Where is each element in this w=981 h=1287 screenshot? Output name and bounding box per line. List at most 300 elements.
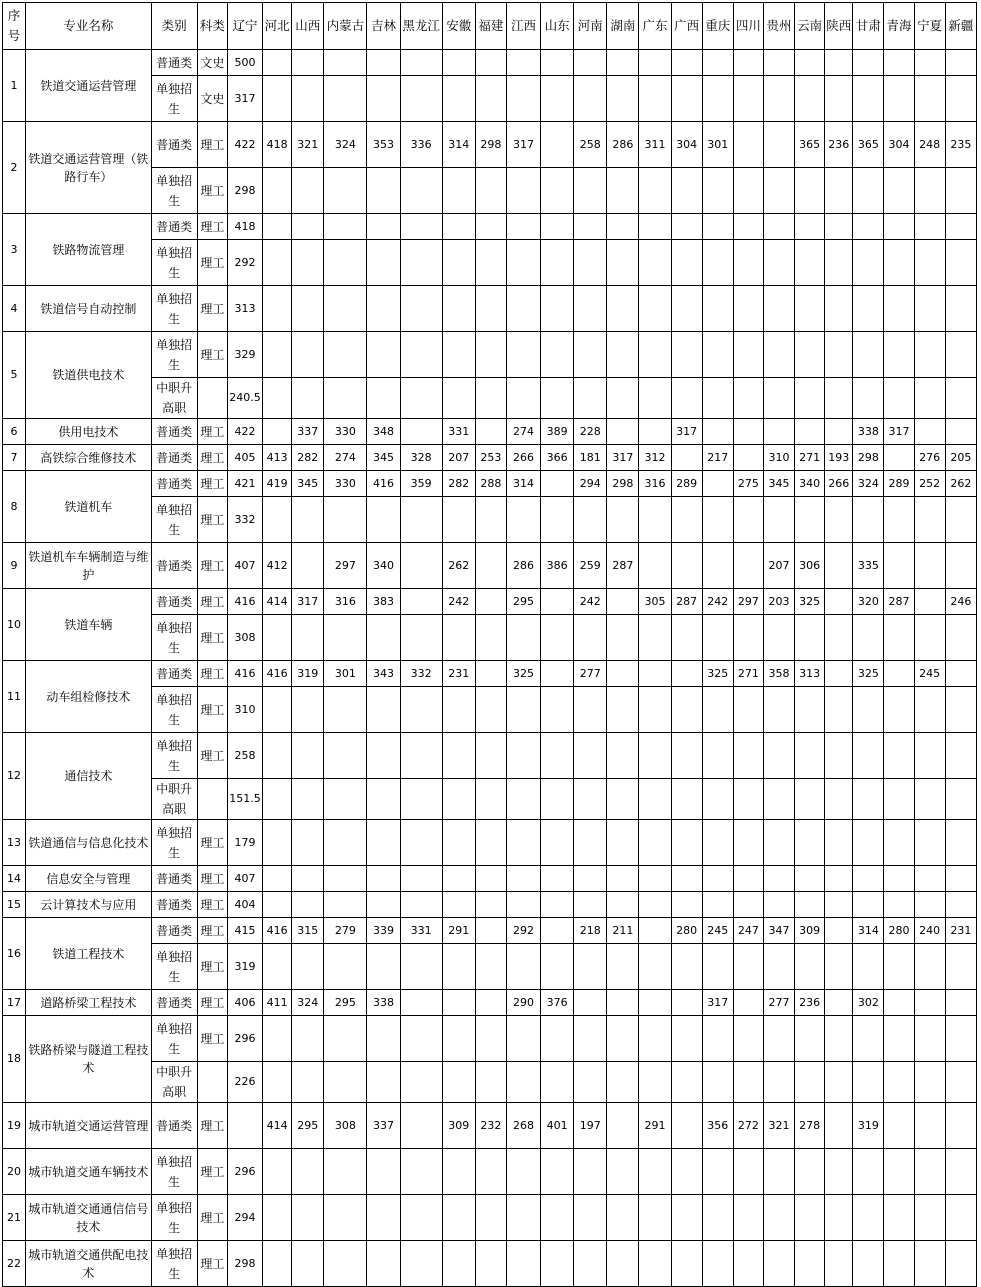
score-cell [324, 76, 367, 122]
score-cell [541, 820, 574, 866]
score-cell [574, 615, 607, 661]
score-cell: 416 [227, 661, 262, 687]
score-cell [884, 779, 914, 820]
major-name: 铁路物流管理 [26, 214, 152, 286]
score-cell [884, 1195, 914, 1241]
score-cell [639, 1016, 671, 1062]
score-cell [506, 779, 540, 820]
score-cell [825, 76, 853, 122]
score-cell [853, 214, 884, 240]
score-cell [506, 214, 540, 240]
major-name: 云计算技术与应用 [26, 892, 152, 918]
score-cell: 298 [227, 168, 262, 214]
score-cell [574, 733, 607, 779]
score-cell: 228 [574, 419, 607, 445]
score-cell [541, 497, 574, 543]
score-cell [263, 892, 292, 918]
admission-type: 单独招生 [151, 1016, 197, 1062]
score-cell: 280 [884, 918, 914, 944]
score-cell [367, 1195, 400, 1241]
score-cell [639, 615, 671, 661]
score-cell [884, 50, 914, 76]
score-cell [914, 687, 945, 733]
column-header: 青海 [884, 3, 914, 50]
score-cell [263, 1062, 292, 1103]
score-cell: 321 [292, 122, 324, 168]
score-cell [853, 944, 884, 990]
score-cell [475, 687, 506, 733]
score-cell [945, 419, 976, 445]
score-cell [763, 122, 794, 168]
score-cell [945, 892, 976, 918]
score-cell [884, 820, 914, 866]
subject-category: 理工 [197, 1103, 227, 1149]
score-cell [442, 1016, 475, 1062]
column-header: 专业名称 [26, 3, 152, 50]
column-header: 吉林 [367, 3, 400, 50]
score-cell: 317 [884, 419, 914, 445]
score-cell: 291 [442, 918, 475, 944]
score-cell [702, 240, 733, 286]
score-cell [574, 76, 607, 122]
score-cell [853, 332, 884, 378]
score-cell [367, 1149, 400, 1195]
score-cell [825, 687, 853, 733]
score-cell: 324 [853, 471, 884, 497]
score-cell: 289 [671, 471, 702, 497]
score-cell: 301 [702, 122, 733, 168]
score-cell [884, 733, 914, 779]
score-cell [367, 1016, 400, 1062]
score-cell [639, 1195, 671, 1241]
score-cell: 325 [702, 661, 733, 687]
row-index: 10 [3, 589, 26, 661]
score-cell [945, 820, 976, 866]
score-cell [541, 733, 574, 779]
table-row [3, 1016, 977, 1062]
score-cell: 298 [475, 122, 506, 168]
score-cell [541, 1016, 574, 1062]
subject-category: 理工 [197, 497, 227, 543]
score-cell [884, 497, 914, 543]
table-row [3, 892, 977, 918]
score-cell [671, 779, 702, 820]
major-name: 铁道信号自动控制 [26, 286, 152, 332]
admission-type: 普通类 [151, 471, 197, 497]
score-cell [825, 1103, 853, 1149]
score-cell [914, 76, 945, 122]
score-cell [733, 240, 763, 286]
score-cell [825, 332, 853, 378]
score-cell [541, 1241, 574, 1287]
score-cell [639, 918, 671, 944]
score-cell [442, 1241, 475, 1287]
score-cell [324, 1016, 367, 1062]
score-cell [853, 1149, 884, 1195]
score-cell: 231 [442, 661, 475, 687]
score-cell [945, 1016, 976, 1062]
score-cell: 242 [442, 589, 475, 615]
score-cell [884, 1149, 914, 1195]
row-index: 16 [3, 918, 26, 990]
score-cell [400, 378, 442, 419]
admission-type: 普通类 [151, 589, 197, 615]
score-cell: 329 [227, 332, 262, 378]
score-cell [263, 286, 292, 332]
score-cell: 294 [574, 471, 607, 497]
score-cell: 328 [400, 445, 442, 471]
score-cell: 376 [541, 990, 574, 1016]
score-cell: 289 [884, 471, 914, 497]
score-cell [763, 168, 794, 214]
score-cell [763, 50, 794, 76]
score-cell [400, 820, 442, 866]
score-cell [671, 497, 702, 543]
score-cell: 151.5 [227, 779, 262, 820]
score-cell [853, 1195, 884, 1241]
table-row [3, 866, 977, 892]
score-cell [914, 378, 945, 419]
score-cell [825, 419, 853, 445]
score-cell [853, 1241, 884, 1287]
column-header: 河北 [263, 3, 292, 50]
score-cell [292, 214, 324, 240]
score-cell: 252 [914, 471, 945, 497]
score-cell [607, 687, 639, 733]
score-cell [442, 332, 475, 378]
score-cell [475, 733, 506, 779]
table-row [3, 1103, 977, 1149]
subject-category: 理工 [197, 1195, 227, 1241]
score-cell [475, 1016, 506, 1062]
score-cell [574, 214, 607, 240]
score-cell [541, 866, 574, 892]
score-cell [607, 1149, 639, 1195]
score-cell [639, 687, 671, 733]
row-index: 17 [3, 990, 26, 1016]
score-cell [324, 892, 367, 918]
score-cell [263, 168, 292, 214]
score-cell [292, 615, 324, 661]
score-cell [733, 820, 763, 866]
score-cell [795, 419, 825, 445]
subject-category: 文史 [197, 76, 227, 122]
row-index: 13 [3, 820, 26, 866]
score-cell [702, 1195, 733, 1241]
score-cell [541, 1149, 574, 1195]
major-name: 城市轨道交通车辆技术 [26, 1149, 152, 1195]
score-cell [825, 990, 853, 1016]
score-cell [607, 779, 639, 820]
score-cell [442, 378, 475, 419]
subject-category: 理工 [197, 1241, 227, 1287]
score-cell [475, 615, 506, 661]
score-cell: 298 [853, 445, 884, 471]
score-cell [671, 1062, 702, 1103]
score-cell [324, 286, 367, 332]
column-header: 类别 [151, 3, 197, 50]
score-cell [506, 50, 540, 76]
score-cell: 324 [324, 122, 367, 168]
subject-category: 理工 [197, 214, 227, 240]
score-cell [574, 168, 607, 214]
score-cell: 272 [733, 1103, 763, 1149]
score-cell [639, 1062, 671, 1103]
score-cell [884, 1016, 914, 1062]
row-index: 18 [3, 1016, 26, 1103]
major-name: 铁道通信与信息化技术 [26, 820, 152, 866]
score-cell: 359 [400, 471, 442, 497]
score-cell: 358 [763, 661, 794, 687]
score-cell: 314 [442, 122, 475, 168]
major-name: 铁路桥梁与隧道工程技术 [26, 1016, 152, 1103]
score-cell [702, 286, 733, 332]
column-header: 河南 [574, 3, 607, 50]
score-cell [763, 497, 794, 543]
score-cell: 319 [292, 661, 324, 687]
score-cell [639, 286, 671, 332]
score-cell [884, 1103, 914, 1149]
score-cell [607, 419, 639, 445]
score-cell [367, 378, 400, 419]
score-cell [541, 76, 574, 122]
score-cell [795, 332, 825, 378]
score-cell [607, 866, 639, 892]
score-cell [324, 497, 367, 543]
score-cell [702, 214, 733, 240]
score-cell: 282 [442, 471, 475, 497]
score-cell: 415 [227, 918, 262, 944]
score-cell [853, 820, 884, 866]
score-cell: 258 [227, 733, 262, 779]
score-cell [671, 687, 702, 733]
score-cell [541, 661, 574, 687]
score-cell [292, 1195, 324, 1241]
row-index: 19 [3, 1103, 26, 1149]
score-cell: 365 [853, 122, 884, 168]
score-cell: 253 [475, 445, 506, 471]
score-cell [574, 286, 607, 332]
subject-category: 理工 [197, 1016, 227, 1062]
score-cell [607, 661, 639, 687]
score-cell: 247 [733, 918, 763, 944]
score-cell: 301 [324, 661, 367, 687]
score-cell [541, 1062, 574, 1103]
score-cell [367, 286, 400, 332]
score-cell: 240.5 [227, 378, 262, 419]
score-cell [475, 214, 506, 240]
score-cell: 332 [400, 661, 442, 687]
score-cell [541, 214, 574, 240]
score-cell: 297 [733, 589, 763, 615]
score-cell [702, 378, 733, 419]
score-cell: 317 [671, 419, 702, 445]
score-cell: 282 [292, 445, 324, 471]
column-header: 内蒙古 [324, 3, 367, 50]
score-cell: 339 [367, 918, 400, 944]
column-header: 湖南 [607, 3, 639, 50]
score-cell [442, 1195, 475, 1241]
score-cell [400, 332, 442, 378]
score-cell [367, 332, 400, 378]
score-cell [574, 50, 607, 76]
row-index: 2 [3, 122, 26, 214]
score-cell: 336 [400, 122, 442, 168]
table-row [3, 419, 977, 445]
row-index: 14 [3, 866, 26, 892]
score-cell [914, 168, 945, 214]
score-cell [292, 1062, 324, 1103]
score-cell [442, 1062, 475, 1103]
score-cell: 320 [853, 589, 884, 615]
score-cell [639, 733, 671, 779]
score-cell: 271 [733, 661, 763, 687]
table-row [3, 50, 977, 76]
score-cell [263, 733, 292, 779]
major-name: 铁道工程技术 [26, 918, 152, 990]
score-cell [763, 1241, 794, 1287]
score-cell: 242 [574, 589, 607, 615]
score-cell [400, 892, 442, 918]
score-cell [702, 866, 733, 892]
admission-type: 普通类 [151, 543, 197, 589]
score-cell [945, 168, 976, 214]
score-cell [825, 168, 853, 214]
score-cell: 404 [227, 892, 262, 918]
score-cell: 193 [825, 445, 853, 471]
score-cell [825, 50, 853, 76]
score-cell: 325 [506, 661, 540, 687]
major-name: 铁道交通运营管理 [26, 50, 152, 122]
score-cell [825, 497, 853, 543]
admission-type: 普通类 [151, 445, 197, 471]
score-cell [574, 378, 607, 419]
score-cell [292, 497, 324, 543]
score-cell [292, 332, 324, 378]
score-cell [400, 419, 442, 445]
row-index: 15 [3, 892, 26, 918]
score-cell [733, 286, 763, 332]
score-cell [607, 168, 639, 214]
score-cell: 416 [263, 661, 292, 687]
score-cell [541, 240, 574, 286]
admission-type: 单独招生 [151, 168, 197, 214]
score-cell [400, 1103, 442, 1149]
score-cell [639, 50, 671, 76]
row-index: 9 [3, 543, 26, 589]
score-cell: 274 [324, 445, 367, 471]
subject-category: 理工 [197, 471, 227, 497]
column-header: 四川 [733, 3, 763, 50]
score-cell [442, 286, 475, 332]
score-cell [324, 944, 367, 990]
score-cell [574, 866, 607, 892]
score-cell [475, 50, 506, 76]
admission-type: 普通类 [151, 918, 197, 944]
score-cell [914, 497, 945, 543]
score-cell: 422 [227, 419, 262, 445]
score-cell [475, 419, 506, 445]
score-cell [914, 1103, 945, 1149]
column-header: 贵州 [763, 3, 794, 50]
row-index: 1 [3, 50, 26, 122]
score-cell: 276 [914, 445, 945, 471]
admission-type: 中职升高职 [151, 779, 197, 820]
subject-category: 理工 [197, 944, 227, 990]
score-cell: 311 [639, 122, 671, 168]
score-cell [763, 820, 794, 866]
score-cell [506, 687, 540, 733]
header-row [3, 3, 977, 50]
table-row [3, 214, 977, 240]
score-cell: 325 [795, 589, 825, 615]
score-cell [671, 1016, 702, 1062]
score-cell [541, 918, 574, 944]
score-cell [853, 892, 884, 918]
score-cell [400, 866, 442, 892]
score-cell [884, 866, 914, 892]
score-cell [607, 944, 639, 990]
admission-type: 单独招生 [151, 944, 197, 990]
score-cell [475, 661, 506, 687]
admission-type: 中职升高职 [151, 1062, 197, 1103]
score-cell: 305 [639, 589, 671, 615]
score-cell: 231 [945, 918, 976, 944]
score-cell: 298 [227, 1241, 262, 1287]
score-cell [263, 378, 292, 419]
score-cell [945, 661, 976, 687]
score-cell [763, 944, 794, 990]
score-cell [639, 332, 671, 378]
score-cell [671, 332, 702, 378]
score-cell [763, 214, 794, 240]
score-cell [884, 1062, 914, 1103]
score-cell: 324 [292, 990, 324, 1016]
score-cell [702, 944, 733, 990]
score-cell [914, 1016, 945, 1062]
score-cell [945, 76, 976, 122]
score-cell [292, 733, 324, 779]
score-cell [671, 615, 702, 661]
score-cell: 288 [475, 471, 506, 497]
major-name: 信息安全与管理 [26, 866, 152, 892]
score-cell [884, 445, 914, 471]
column-header: 新疆 [945, 3, 976, 50]
score-cell: 319 [227, 944, 262, 990]
score-cell [702, 779, 733, 820]
score-cell [671, 543, 702, 589]
score-cell [574, 1016, 607, 1062]
score-cell: 274 [506, 419, 540, 445]
score-cell [795, 944, 825, 990]
score-cell [607, 240, 639, 286]
score-cell [574, 240, 607, 286]
column-header: 甘肃 [853, 3, 884, 50]
score-cell: 331 [400, 918, 442, 944]
score-cell [825, 820, 853, 866]
score-cell: 345 [763, 471, 794, 497]
score-cell [884, 214, 914, 240]
score-cell [475, 820, 506, 866]
score-cell [475, 1241, 506, 1287]
score-cell [292, 687, 324, 733]
column-header: 重庆 [702, 3, 733, 50]
score-cell [795, 615, 825, 661]
score-cell [945, 50, 976, 76]
subject-category [197, 378, 227, 419]
score-cell [702, 820, 733, 866]
score-cell [914, 990, 945, 1016]
